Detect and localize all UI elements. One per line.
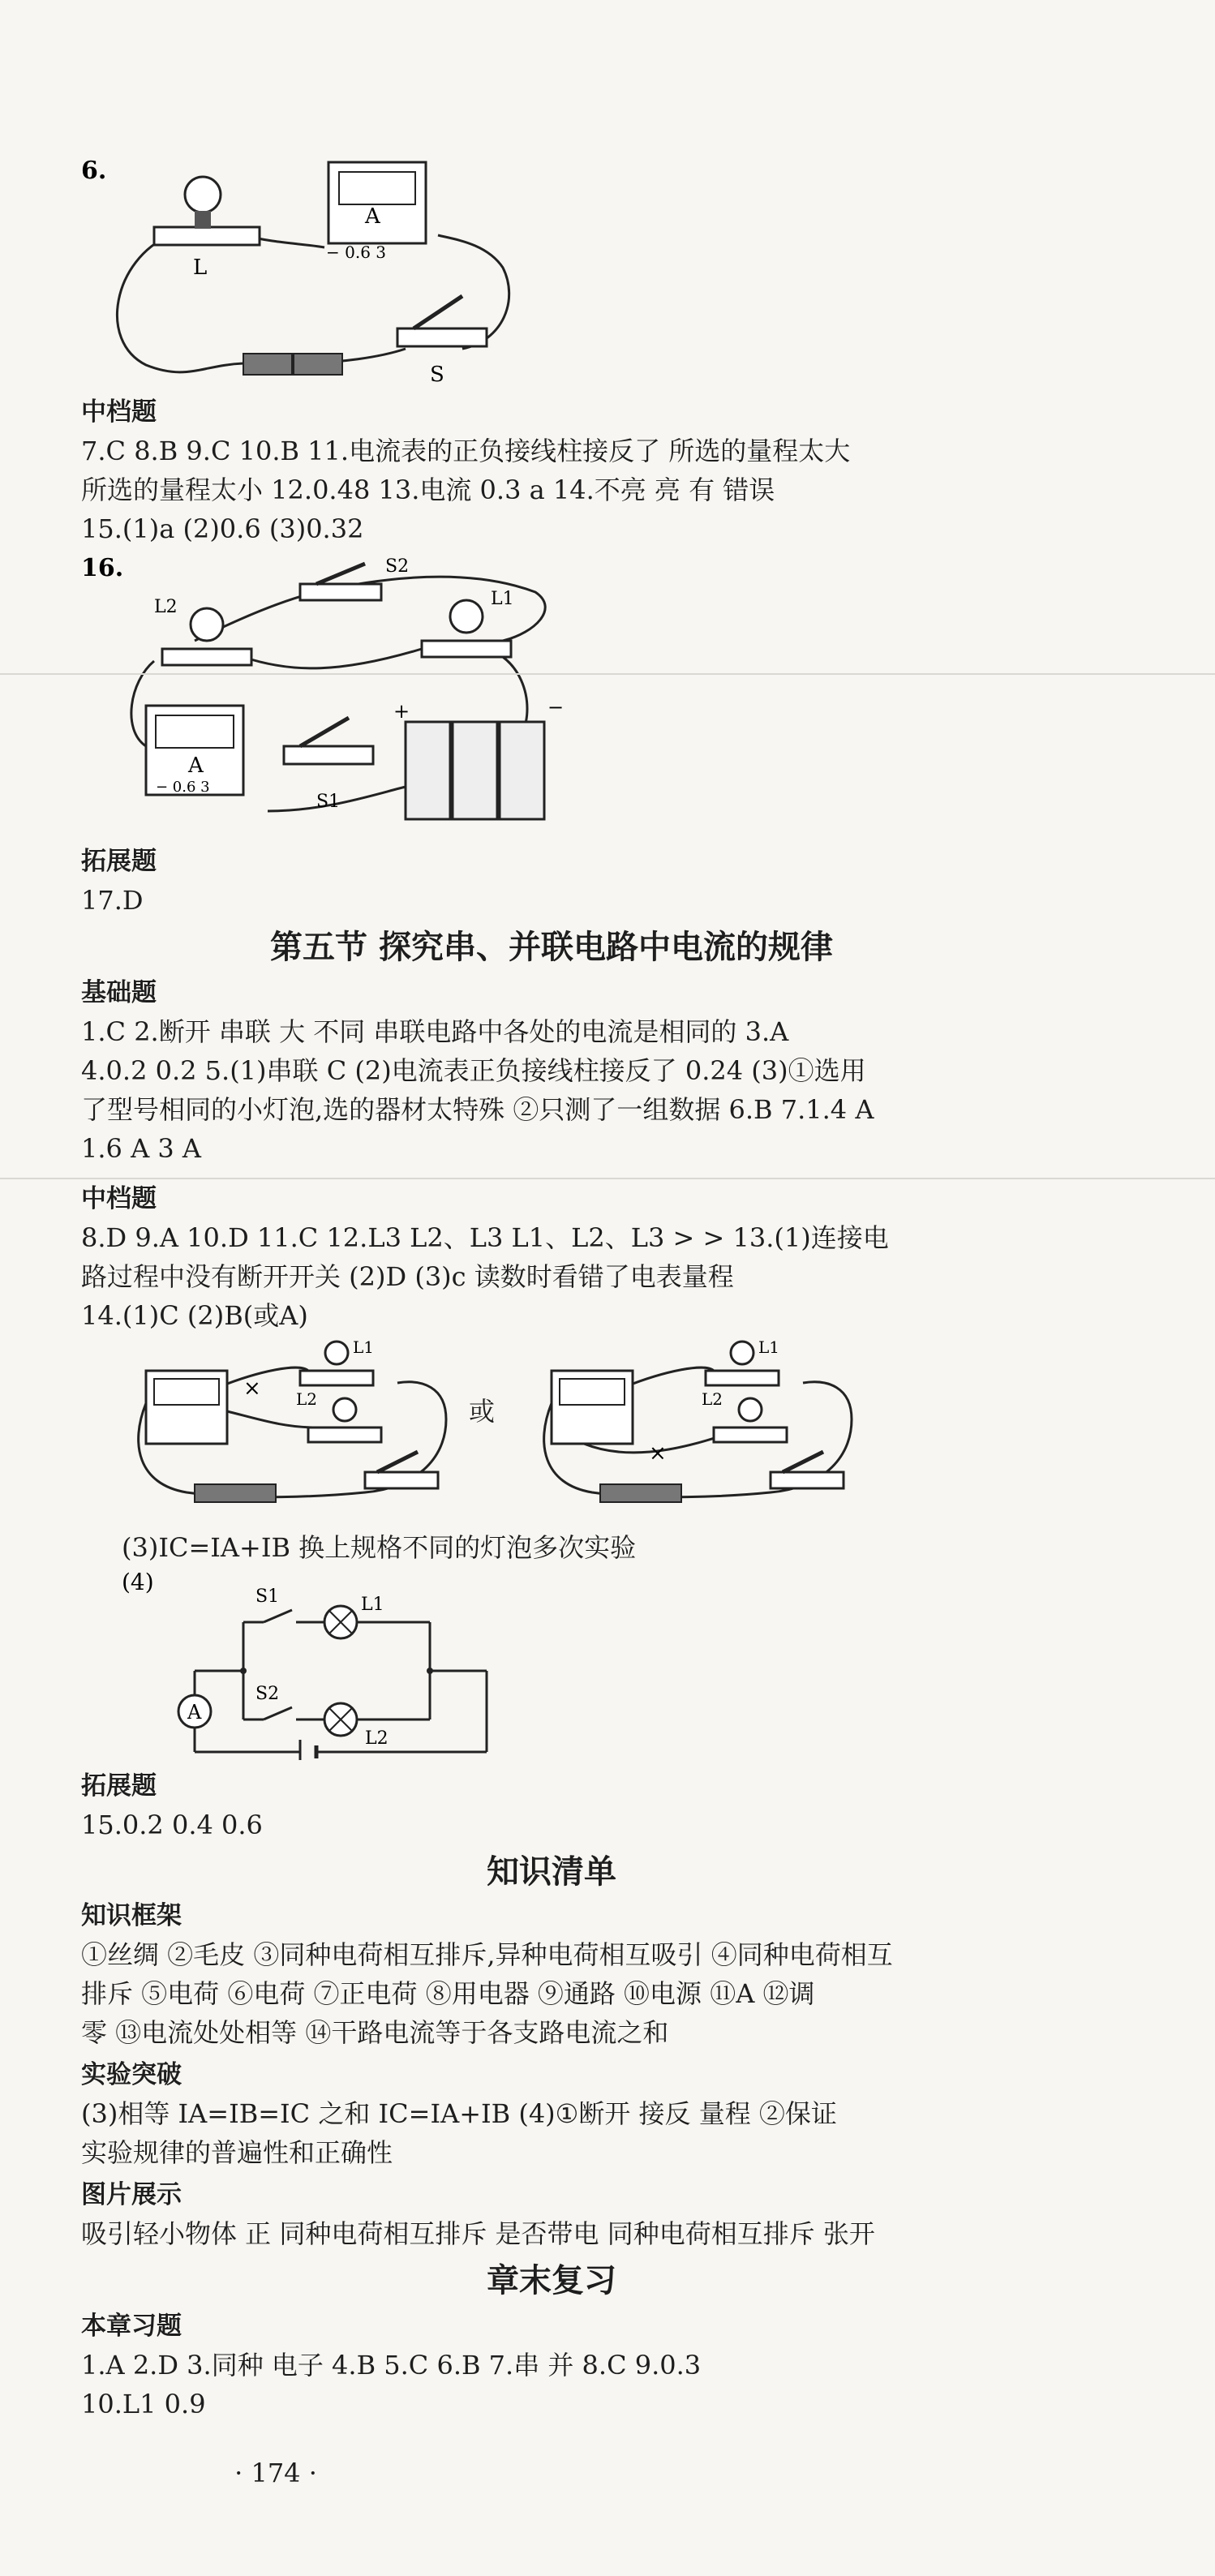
q16-l2-label: L2 <box>154 597 178 617</box>
q14a-l1-bulb-icon <box>325 1342 348 1364</box>
diagram-q6 <box>81 146 535 389</box>
q16-number: 16. <box>81 554 124 582</box>
q14a-cross-mark: × <box>243 1376 261 1401</box>
q14a-battery <box>195 1484 276 1502</box>
answer-line: 吸引轻小物体 正 同种电荷相互排斥 是否带电 同种电荷相互排斥 张开 <box>81 2218 875 2249</box>
answer-line: 8.D 9.A 10.D 11.C 12.L3 L2、L3 L1、L2、L3 > > 13.(1)连接电 <box>81 1222 889 1253</box>
q14b-l1-base <box>706 1371 779 1385</box>
answer-line: 7.C 8.B 9.C 10.B 11.电流表的正负接线柱接反了 所选的量程太大 <box>81 436 851 466</box>
section-extension-1: 拓展题 <box>81 847 157 876</box>
q16-s2-lever <box>316 564 365 584</box>
q6-number: 6. <box>81 157 107 185</box>
q6-switch-base <box>397 328 487 346</box>
section-medium-1: 中档题 <box>81 397 157 427</box>
section-title-chapter-review: 章末复习 <box>487 2262 616 2299</box>
section-title-5: 第五节 探究串、并联电路中电流的规律 <box>270 929 833 966</box>
answer-line: 1.C 2.断开 串联 大 不同 串联电路中各处的电流是相同的 3.A <box>81 1016 789 1047</box>
section-experiment: 实验突破 <box>81 2060 182 2089</box>
q14b-battery <box>600 1484 681 1502</box>
answer-line: 15.0.2 0.4 0.6 <box>81 1810 263 1840</box>
q16-ammeter-label: A <box>188 753 204 778</box>
q14a-l2-label: L2 <box>296 1389 318 1409</box>
q14a-l2-bulb-icon <box>333 1398 356 1421</box>
q6-battery-cell-1 <box>243 354 292 375</box>
answer-line: 零 ⑬电流处处相等 ⑭干路电流等于各支路电流之和 <box>81 2017 669 2048</box>
q6-battery-cell-2 <box>294 354 342 375</box>
section-pictures: 图片展示 <box>81 2180 182 2209</box>
q14b-switch-lever <box>783 1452 823 1472</box>
q16-l1-label: L1 <box>491 589 514 609</box>
q16-s1-base <box>284 746 373 764</box>
answer-line: 所选的量程太小 12.0.48 13.电流 0.3 a 14.不亮 亮 有 错误 <box>81 474 775 505</box>
answer-line: (3)IC=IA+IB 换上规格不同的灯泡多次实验 <box>122 1532 637 1563</box>
q6-ammeter-label: A <box>365 204 380 229</box>
answer-line: 1.A 2.D 3.同种 电子 4.B 5.C 6.B 7.串 并 8.C 9.0.3 <box>81 2350 702 2381</box>
l1-label: L1 <box>361 1595 384 1615</box>
diagram-q16 <box>81 552 584 844</box>
q16-battery-2 <box>453 722 497 819</box>
section-medium-2: 中档题 <box>81 1184 157 1213</box>
q14b-l1-label: L1 <box>758 1338 780 1357</box>
q14a-switch-lever <box>377 1452 418 1472</box>
section-title-knowledge: 知识清单 <box>487 1853 616 1891</box>
page-fold-line <box>0 673 1215 675</box>
answer-line: 17.D <box>81 885 144 916</box>
diagram-q14-4 <box>122 1565 511 1760</box>
section-framework: 知识框架 <box>81 1901 182 1930</box>
q6-wire <box>117 235 243 372</box>
switch-s1-symbol <box>264 1610 292 1622</box>
q16-battery-3 <box>500 722 544 819</box>
q14b-l2-bulb-icon <box>739 1398 762 1421</box>
ammeter-symbol-label: A <box>187 1701 202 1724</box>
q14a-switch-base <box>365 1472 438 1488</box>
section-extension-2: 拓展题 <box>81 1771 157 1801</box>
answer-line: 15.(1)a (2)0.6 (3)0.32 <box>81 513 364 544</box>
or-label: 或 <box>469 1396 496 1427</box>
answer-line: 10.L1 0.9 <box>81 2389 206 2419</box>
q16-l1-bulb-icon <box>450 600 483 633</box>
q16-minus-label: − <box>547 696 565 719</box>
q14a-l1-base <box>300 1371 373 1385</box>
q6-lamp-base <box>154 227 260 245</box>
s1-label: S1 <box>255 1586 280 1607</box>
answer-line: 排斥 ⑤电荷 ⑥电荷 ⑦正电荷 ⑧用电器 ⑨通路 ⑩电源 ⑪A ⑫调 <box>81 1978 815 2009</box>
q16-ammeter-terminals: − 0.6 3 <box>156 779 210 796</box>
q14b-cross-mark: × <box>649 1441 667 1466</box>
page-fold-line <box>0 1178 1215 1179</box>
q14b-l2-base <box>714 1428 787 1442</box>
section-chapter-exercises: 本章习题 <box>81 2312 182 2341</box>
answer-line: 1.6 A 3 A <box>81 1133 201 1164</box>
q16-l1-base <box>422 641 511 657</box>
q6-ammeter-terminals: − 0.6 3 <box>326 243 387 262</box>
l2-label: L2 <box>365 1728 389 1749</box>
q6-switch-label: S <box>430 363 444 387</box>
q6-switch-lever <box>414 296 462 328</box>
switch-s2-symbol <box>264 1707 292 1719</box>
diagram-q14-a <box>122 1338 462 1525</box>
section-basic: 基础题 <box>81 978 157 1007</box>
answer-line: 14.(1)C (2)B(或A) <box>81 1300 308 1331</box>
q16-plus-label: + <box>393 700 410 723</box>
q14-4-number: (4) <box>122 1569 154 1595</box>
q14a-l2-base <box>308 1428 381 1442</box>
q14a-l1-label: L1 <box>353 1338 375 1357</box>
q16-s2-label: S2 <box>385 556 410 577</box>
answer-line: 4.0.2 0.2 5.(1)串联 C (2)电流表正负接线柱接反了 0.24 (3)①选用 <box>81 1055 866 1086</box>
answer-line: 实验规律的普遍性和正确性 <box>81 2137 393 2168</box>
page-number: · 174 · <box>234 2458 317 2488</box>
q16-s2-base <box>300 584 381 600</box>
answer-line: (3)相等 IA=IB=IC 之和 IC=IA+IB (4)①断开 接反 量程 ②保证 <box>81 2098 837 2129</box>
answer-line: 路过程中没有断开开关 (2)D (3)c 读数时看错了电表量程 <box>81 1261 734 1292</box>
q6-lamp-label: L <box>193 255 208 280</box>
q14b-l2-label: L2 <box>702 1389 723 1409</box>
q14b-l1-bulb-icon <box>731 1342 753 1364</box>
q16-l2-bulb-icon <box>191 608 223 641</box>
q16-s1-lever <box>300 718 349 746</box>
answer-line: ①丝绸 ②毛皮 ③同种电荷相互排斥,异种电荷相互吸引 ④同种电荷相互 <box>81 1939 893 1970</box>
q14b-switch-base <box>771 1472 844 1488</box>
q16-battery-1 <box>406 722 450 819</box>
answer-line: 了型号相同的小灯泡,选的器材太特殊 ②只测了一组数据 6.B 7.1.4 A <box>81 1094 874 1125</box>
q6-bulb-icon <box>185 177 221 213</box>
q16-l2-base <box>162 649 251 665</box>
s2-label: S2 <box>255 1684 280 1704</box>
diagram-q14-b <box>527 1338 868 1525</box>
q16-s1-label: S1 <box>316 792 341 812</box>
